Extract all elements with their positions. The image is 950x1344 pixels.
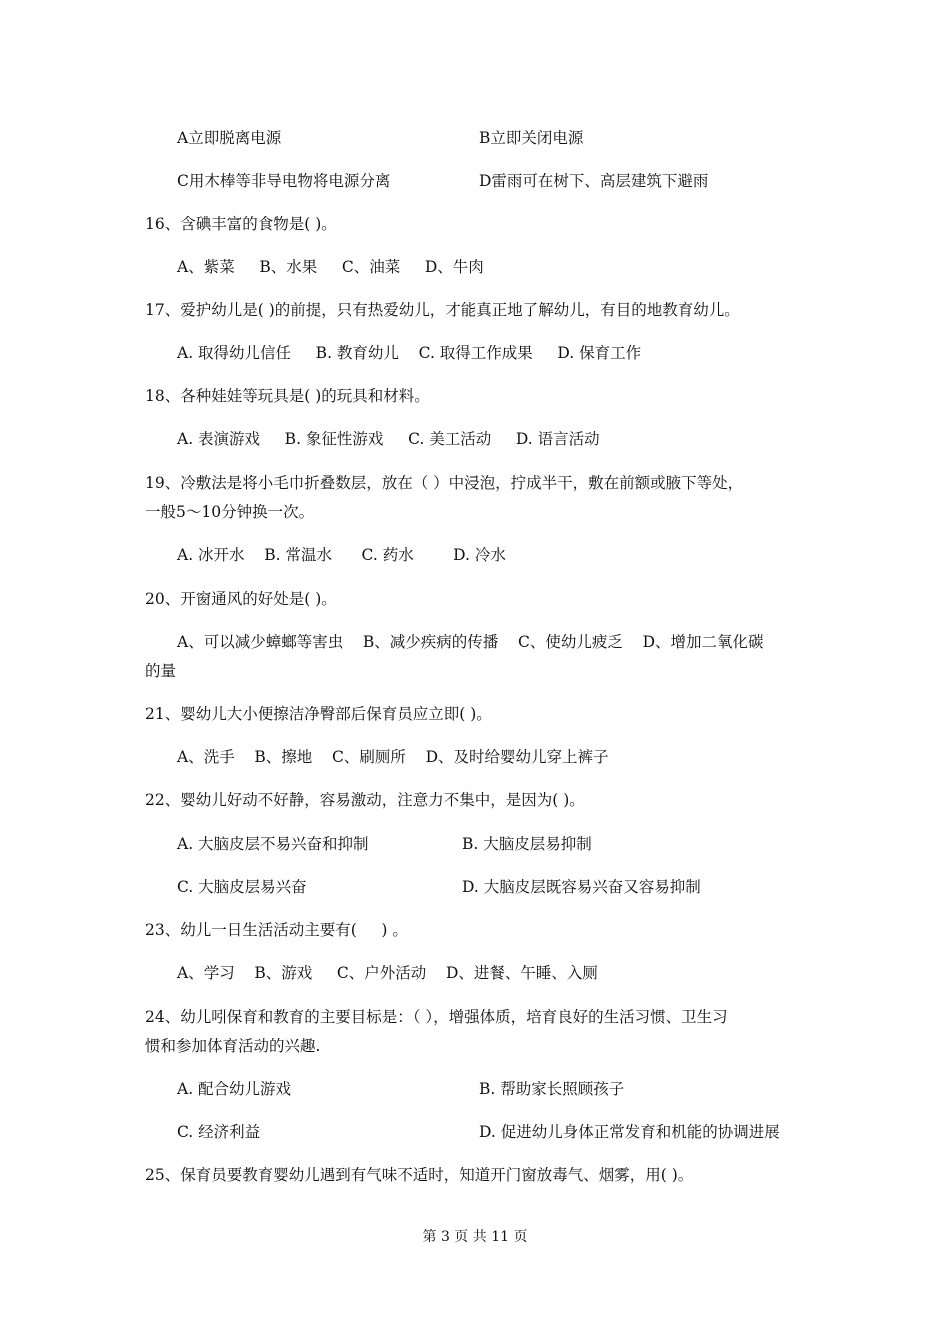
q24-stem: 24、幼儿吲保育和教育的主要目标是：（ ），增强体质，培育良好的生活习惯、卫生习 — [145, 1008, 728, 1026]
q24-option-b: B. 帮助家长照顾孩子 — [479, 1080, 625, 1098]
q17-options: A. 取得幼儿信任 B. 教育幼儿 C. 取得工作成果 D. 保育工作 — [177, 344, 642, 362]
q15-option-c: C用木棒等非导电物将电源分离 — [177, 172, 391, 190]
q21-stem: 21、婴幼儿大小便擦洁净臀部后保育员应立即( )。 — [145, 705, 492, 723]
q16-options: A、紫菜 B、水果 C、油菜 D、牛肉 — [177, 258, 484, 276]
q22-option-d: D. 大脑皮层既容易兴奋又容易抑制 — [462, 878, 701, 896]
q24-stem-continued: 惯和参加体育活动的兴趣. — [145, 1037, 321, 1055]
q22-option-c: C. 大脑皮层易兴奋 — [177, 878, 307, 896]
page-number: 第 3 页 共 11 页 — [422, 1229, 528, 1245]
q18-stem: 18、各种娃娃等玩具是( )的玩具和材料。 — [145, 387, 430, 405]
q23-options: A、学习 B、游戏 C、户外活动 D、进餐、午睡、入厕 — [177, 964, 598, 982]
q18-options: A. 表演游戏 B. 象征性游戏 C. 美工活动 D. 语言活动 — [177, 430, 600, 448]
q20-options: A、可以减少蟑螂等害虫 B、减少疾病的传播 C、使幼儿疲乏 D、增加二氧化碳 — [177, 633, 764, 651]
q24-option-c: C. 经济利益 — [177, 1123, 261, 1141]
q20-stem: 20、开窗通风的好处是( )。 — [145, 590, 337, 608]
q25-stem: 25、保育员要教育婴幼儿遇到有气味不适时，知道开门窗放毒气、烟雾，用( )。 — [145, 1166, 694, 1184]
q19-stem-continued: 一般5～10分钟换一次。 — [145, 503, 315, 521]
q22-option-a: A. 大脑皮层不易兴奋和抑制 — [177, 835, 369, 853]
q23-stem: 23、幼儿一日生活活动主要有( ) 。 — [145, 921, 408, 939]
q16-stem: 16、含碘丰富的食物是( )。 — [145, 215, 337, 233]
q24-option-d: D. 促进幼儿身体正常发育和机能的协调进展 — [479, 1123, 780, 1141]
q24-option-a: A. 配合幼儿游戏 — [177, 1080, 292, 1098]
q22-option-b: B. 大脑皮层易抑制 — [462, 835, 592, 853]
q22-stem: 22、婴幼儿好动不好静，容易激动，注意力不集中，是因为( )。 — [145, 791, 585, 809]
q19-options: A. 冰开水 B. 常温水 C. 药水 D. 冷水 — [177, 546, 506, 564]
q17-stem: 17、爱护幼儿是( )的前提，只有热爱幼儿，才能真正地了解幼儿，有目的地教育幼儿。 — [145, 301, 740, 319]
q15-option-a: A立即脱离电源 — [177, 129, 282, 147]
q15-option-d: D雷雨可在树下、高层建筑下避雨 — [479, 172, 709, 190]
q19-stem: 19、冷敷法是将小毛巾折叠数层，放在（ ）中浸泡，拧成半干，敷在前额或腋下等处， — [145, 474, 744, 492]
q21-options: A、洗手 B、擦地 C、刷厕所 D、及时给婴幼儿穿上裤子 — [177, 748, 609, 766]
q15-option-b: B立即关闭电源 — [479, 129, 584, 147]
q20-options-continued: 的量 — [145, 662, 177, 680]
